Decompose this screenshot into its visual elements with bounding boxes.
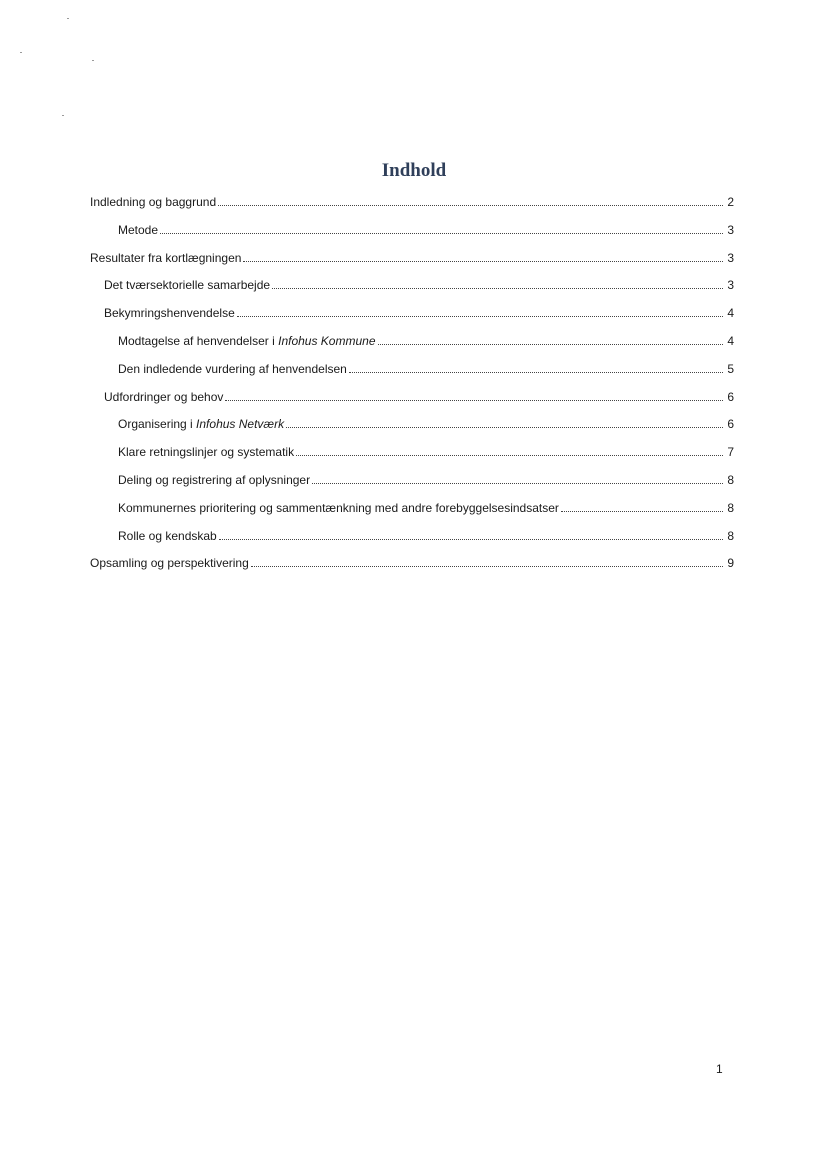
toc-entry-page: 3 xyxy=(727,278,734,293)
toc-entry-page: 9 xyxy=(727,556,734,571)
toc-entry[interactable] xyxy=(90,214,734,238)
table-of-contents xyxy=(90,186,734,571)
toc-leader-dots xyxy=(378,344,724,345)
toc-entry[interactable] xyxy=(90,520,734,544)
toc-leader-dots xyxy=(312,483,723,484)
toc-entry-label: Deling og registrering af oplysninger xyxy=(118,472,311,487)
toc-leader-dots xyxy=(219,539,723,540)
toc-entry-label: Indledning og baggrund xyxy=(90,195,217,209)
toc-entry-page: 6 xyxy=(727,389,734,404)
toc-entry[interactable] xyxy=(90,436,734,460)
toc-leader-dots xyxy=(243,261,723,262)
toc-entry[interactable] xyxy=(90,547,734,571)
toc-leader-dots xyxy=(286,427,723,428)
scan-speck xyxy=(20,52,22,53)
toc-leader-dots xyxy=(225,400,723,401)
toc-entry[interactable] xyxy=(90,492,734,516)
toc-entry-label xyxy=(118,417,284,431)
toc-entry[interactable] xyxy=(90,353,734,377)
toc-entry[interactable] xyxy=(90,408,734,432)
toc-leader-dots xyxy=(218,205,723,206)
toc-entry-page: 3 xyxy=(727,250,734,265)
toc-entry-page: 5 xyxy=(727,361,734,376)
toc-leader-dots xyxy=(349,372,723,373)
toc-leader-dots xyxy=(237,316,723,317)
toc-leader-dots xyxy=(272,288,723,289)
toc-entry-page: 8 xyxy=(727,528,734,543)
toc-entry-label: Opsamling og perspektivering xyxy=(90,556,249,571)
toc-title: Indhold xyxy=(381,160,447,181)
toc-entry-page: 2 xyxy=(727,195,734,209)
scan-speck xyxy=(62,115,64,116)
toc-entry[interactable] xyxy=(90,297,734,321)
toc-leader-dots xyxy=(251,566,723,567)
scan-speck xyxy=(67,18,69,19)
toc-entry-label xyxy=(118,334,376,348)
toc-entry-page: 8 xyxy=(727,500,734,515)
toc-entry-page: 7 xyxy=(727,445,734,460)
toc-entry-label: Kommunernes prioritering og sammentænkning med andre forebyggelsesindsatser xyxy=(118,500,559,515)
toc-entry[interactable] xyxy=(90,269,734,293)
toc-leader-dots xyxy=(561,511,723,512)
toc-entry-label: Resultater fra kortlægningen xyxy=(90,250,242,265)
toc-entry-page: 4 xyxy=(727,333,734,348)
toc-entry[interactable] xyxy=(90,242,734,266)
toc-entry[interactable] xyxy=(90,325,734,349)
toc-entry-page: 6 xyxy=(727,417,734,432)
toc-entry-label: Den indledende vurdering af henvendelsen xyxy=(118,361,347,376)
toc-entry-label: Rolle og kendskab xyxy=(118,528,217,543)
toc-entry[interactable] xyxy=(90,381,734,405)
toc-entry-page: 3 xyxy=(727,222,734,237)
toc-entry-label-italic: Infohus Netværk xyxy=(196,417,285,432)
toc-entry-label: Metode xyxy=(118,222,159,237)
toc-entry-page: 4 xyxy=(727,306,734,321)
toc-entry-page: 8 xyxy=(727,472,734,487)
toc-entry-label-plain: Modtagelse af henvendelser i xyxy=(118,333,279,348)
toc-entry-label: Klare retningslinjer og systematik xyxy=(118,445,295,460)
toc-leader-dots xyxy=(296,455,723,456)
toc-entry-label: Bekymringshenvendelse xyxy=(104,306,235,321)
toc-entry-label: Udfordringer og behov xyxy=(104,389,224,404)
toc-entry[interactable] xyxy=(90,464,734,488)
toc-entry-label-plain: Organisering i xyxy=(118,417,197,432)
page-number: 1 xyxy=(716,1062,723,1076)
toc-entry-label: Det tværsektorielle samarbejde xyxy=(104,278,271,293)
toc-entry-label-italic: Infohus Kommune xyxy=(278,333,376,348)
scan-speck xyxy=(92,60,94,61)
toc-leader-dots xyxy=(160,233,723,234)
toc-entry[interactable] xyxy=(90,186,734,210)
